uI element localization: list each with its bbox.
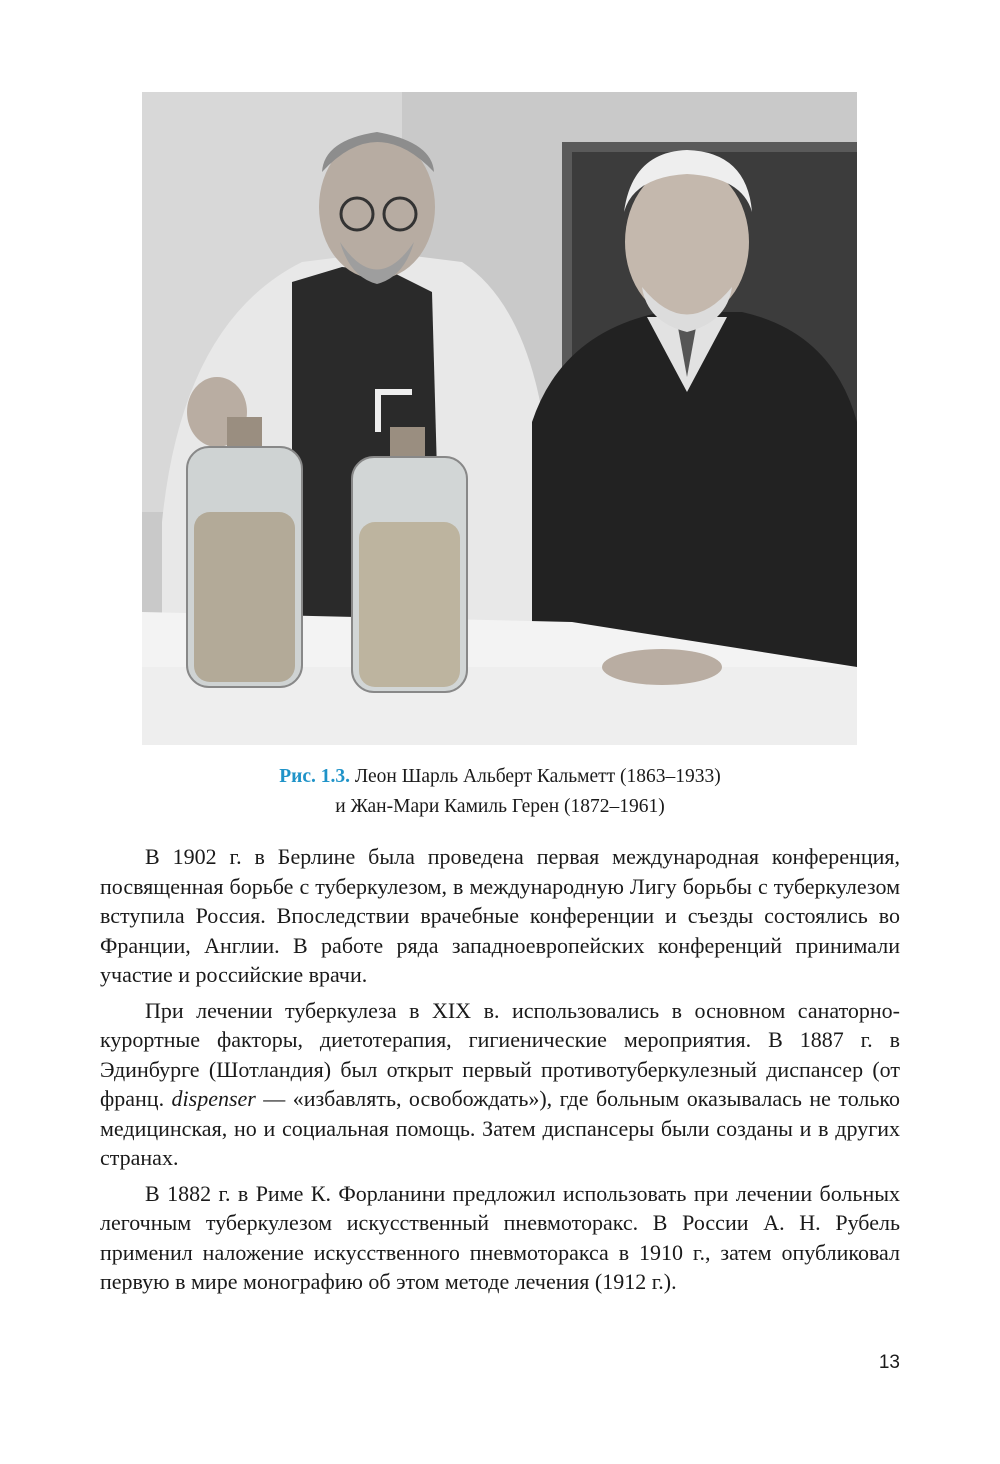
caption-line-1 [120,762,880,792]
figure-caption [120,762,880,822]
caption-line-2: и Жан-Мари Камиль Герен (1872–1961) [335,796,665,817]
paragraph-2-part-2: — «избавлять, освобождать»), где больным оказывалась не только медицинская, но и социальная помощь. Затем диспансеры были созданы и в других странах. [100,1086,900,1170]
page-number: 13 [878,1352,900,1373]
paragraph-2-part-1: При лечении туберкулеза в XIX в. использовались в основном санаторно-курортные факторы, диетотерапия, гигиенические мероприятия. В 1887 г. в Эдинбурге (Шотландия) был открыт первый противотуберкулезный диспансер (от франц. [100,997,900,1111]
caption-text-1: Леон Шарль Альберт Кальметт (1863–1933) [350,766,721,787]
figure-photo [142,92,857,745]
photo-illustration [142,92,857,745]
foreign-term: dispenser [171,1086,256,1111]
body-text [100,842,900,1303]
paragraph-3: В 1882 г. в Риме К. Форланини предложил использовать при лечении больных легочным туберкулезом искусственный пневмоторакс. В России А. Н. Рубель применил наложение искусственного пневмоторакса в 1910 г., затем опубликовал первую в мире монографию об этом методе лечения (1912 г.). [100,1180,900,1294]
paragraph-1: В 1902 г. в Берлине была проведена первая международная конференция, посвященная борьбе с туберкулезом, в международную Лигу борьбы с туберкулезом вступила Россия. Впоследствии врачебные конференции и съезды состоялись во Франции, Англии. В работе ряда западноевропейских конференций принимали участие и российские врачи. [100,844,900,987]
paragraph-2 [100,996,900,1173]
figure-label: Рис. 1.3. [279,766,351,787]
